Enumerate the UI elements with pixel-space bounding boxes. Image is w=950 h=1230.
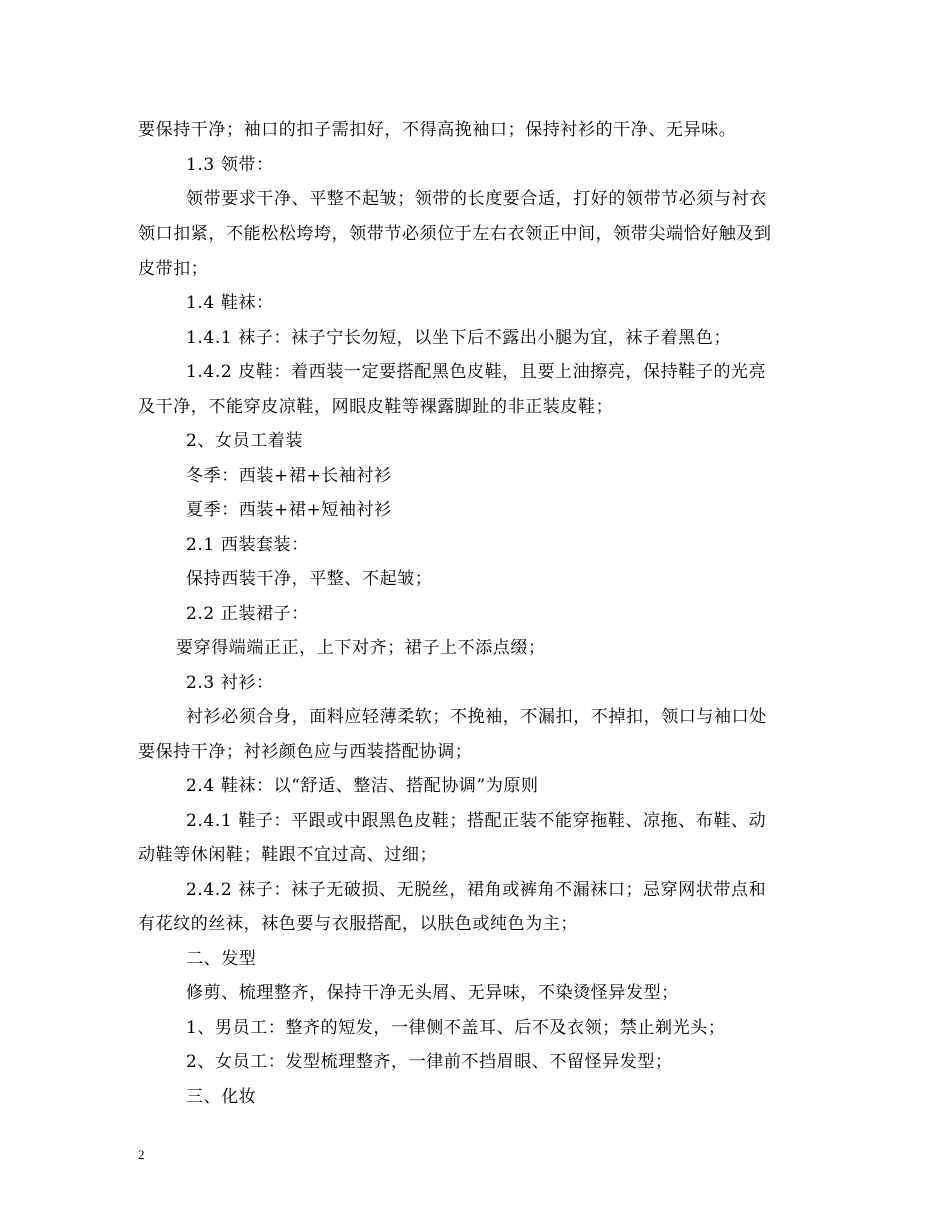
page-number: 2	[138, 1147, 145, 1162]
text-line: 1.4.2 皮鞋：着西装一定要搭配黑色皮鞋，且要上油擦亮，保持鞋子的光亮	[186, 362, 767, 382]
text-line: 2、女员工：发型梳理整齐，一律前不挡眉眼、不留怪异发型；	[186, 1052, 673, 1072]
section-heading: 2.4 鞋袜：以“舒适、整洁、搭配协调”为原则	[186, 776, 539, 796]
text-line: 要保持干净；袖口的扣子需扣好，不得高挽袖口；保持衬衫的干净、无异味。	[138, 120, 737, 140]
text-line: 及干净，不能穿皮凉鞋，网眼皮鞋等裸露脚趾的非正装皮鞋；	[138, 397, 614, 417]
text-line: 1.4.1 袜子：袜子宁长勿短，以坐下后不露出小腿为宜，袜子着黑色；	[186, 328, 732, 348]
text-line: 有花纹的丝袜，袜色要与衣服搭配，以肤色或纯色为主；	[138, 914, 578, 934]
text-line: 1、男员工：整齐的短发，一律侧不盖耳、后不及衣领；禁止剃光头；	[186, 1018, 726, 1038]
text-line: 领口扣紧，不能松松垮垮，领带节必须位于左右衣领正中间，领带尖端恰好触及到	[138, 224, 772, 244]
text-line: 领带要求干净、平整不起皱；领带的长度要合适，打好的领带节必须与衬衣	[186, 189, 767, 209]
text-line: 衬衫必须合身，面料应轻薄柔软；不挽袖，不漏扣，不掉扣，领口与袖口处	[186, 707, 767, 727]
text-line: 冬季：西装+裙+长袖衬衫	[186, 466, 392, 486]
text-line: 皮带扣；	[138, 259, 209, 279]
section-heading: 2.2 正装裙子：	[186, 604, 309, 624]
text-line: 修剪、梳理整齐，保持干净无头屑、无异味，不染烫怪异发型；	[186, 983, 679, 1003]
text-line: 动鞋等休闲鞋；鞋跟不宜过高、过细；	[138, 845, 438, 865]
text-line: 2.4.1 鞋子：平跟或中跟黑色皮鞋；搭配正装不能穿拖鞋、凉拖、布鞋、动	[186, 811, 767, 831]
section-heading: 三、化妆	[186, 1087, 257, 1107]
text-line: 要穿得端端正正，上下对齐；裙子上不添点缀；	[176, 638, 546, 658]
section-heading: 1.4 鞋袜：	[186, 293, 274, 313]
text-line: 夏季：西装+裙+短袖衬衫	[186, 500, 392, 520]
text-line: 要保持干净；衬衫颜色应与西装搭配协调；	[138, 742, 473, 762]
section-heading: 2.1 西装套装：	[186, 535, 309, 555]
section-heading: 二、发型	[186, 949, 257, 969]
section-heading: 1.3 领带：	[186, 155, 274, 175]
section-heading: 2.3 衬衫：	[186, 673, 274, 693]
section-heading: 2、女员工着装	[186, 431, 304, 451]
text-line: 保持西装干净，平整、不起皱；	[186, 569, 433, 589]
text-line: 2.4.2 袜子：袜子无破损、无脱丝，裙角或裤角不漏袜口；忌穿网状带点和	[186, 880, 767, 900]
